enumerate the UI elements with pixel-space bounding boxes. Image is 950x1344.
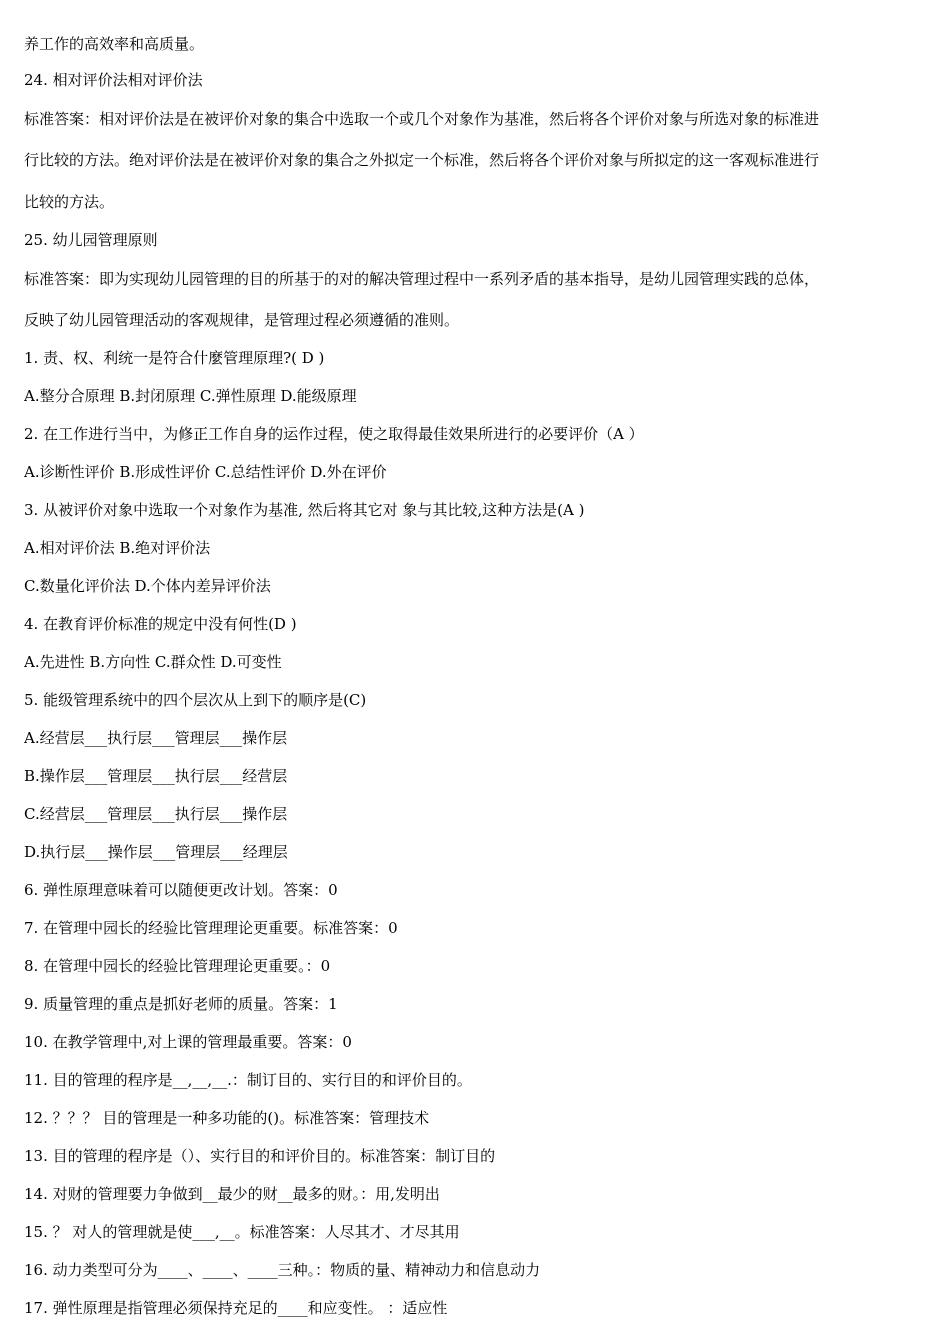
fill-blank-16: 16. 动力类型可分为____、____、____三种。：物质的量、精神动力和信息动力 [24,1261,541,1279]
fill-blank-12: 12. ？？？ 目的管理是一种多功能的()。标准答案：管理技术 [24,1109,430,1127]
fill-blank-15: 15. ？ 对人的管理就是使___,__。标准答案：人尽其才、才尽其用 [24,1223,460,1241]
choice-options-4: A.先进性 B.方向性 C.群众性 D.可变性 [24,653,282,671]
choice-option-5d: D.执行层___操作层___管理层___经理层 [24,843,288,861]
choice-question-2: 2. 在工作进行当中，为修正工作自身的运作过程，使之取得最佳效果所进行的必要评价（A ） [24,425,644,443]
choice-question-5: 5. 能级管理系统中的四个层次从上到下的顺序是(C) [24,691,367,709]
answer-24-line-2: 行比较的方法。绝对评价法是在被评价对象的集合之外拟定一个标准，然后将各个评价对象与所拟定的这一客观标准进行 [24,151,820,169]
fill-blank-11: 11. 目的管理的程序是__,__,__.：制订目的、实行目的和评价目的。 [24,1071,472,1089]
fill-blank-17: 17. 弹性原理是指管理必须保持充足的____和应变性。 ：适应性 [24,1299,448,1317]
choice-option-5b: B.操作层___管理层___执行层___经营层 [24,767,288,785]
answer-24-line-3: 比较的方法。 [24,193,115,211]
choice-options-1: A.整分合原理 B.封闭原理 C.弹性原理 D.能级原理 [24,387,357,405]
choice-question-3: 3. 从被评价对象中选取一个对象作为基准, 然后将其它对 象与其比较,这种方法是(A ) [24,501,585,519]
choice-question-1: 1. 责、权、利统一是符合什麼管理原理?( D ) [24,349,325,367]
fill-blank-14: 14. 对财的管理要力争做到__最少的财__最多的财。：用,发明出 [24,1185,440,1203]
judgement-8: 8. 在管理中园长的经验比管理理论更重要。：0 [24,957,331,975]
choice-question-4: 4. 在教育评价标准的规定中没有何性(D ) [24,615,297,633]
judgement-6: 6. 弹性原理意味着可以随便更改计划。答案：0 [24,881,338,899]
answer-24-line-1: 标准答案：相对评价法是在被评价对象的集合中选取一个或几个对象作为基准，然后将各个评价对象与所选对象的标准进 [24,110,820,128]
judgement-7: 7. 在管理中园长的经验比管理理论更重要。标准答案：0 [24,919,398,937]
choice-option-5a: A.经营层___执行层___管理层___操作层 [24,729,288,747]
choice-options-2: A.诊断性评价 B.形成性评价 C.总结性评价 D.外在评价 [24,463,387,481]
answer-25-line-2: 反映了幼儿园管理活动的客观规律，是管理过程必须遵循的准则。 [24,311,460,329]
question-25-title: 25. 幼儿园管理原则 [24,231,158,249]
judgement-10: 10. 在教学管理中,对上课的管理最重要。答案：0 [24,1033,352,1051]
question-24-title: 24. 相对评价法相对评价法 [24,71,203,89]
fill-blank-13: 13. 目的管理的程序是（）、实行目的和评价目的。标准答案：制订目的 [24,1147,496,1165]
answer-25-line-1: 标准答案：即为实现幼儿园管理的目的所基于的对的解决管理过程中一系列矛盾的基本指导，是幼儿园管理实践的总体， [24,270,820,288]
choice-options-3a: A.相对评价法 B.绝对评价法 [24,539,211,557]
choice-options-3b: C.数量化评价法 D.个体内差异评价法 [24,577,271,595]
choice-option-5c: C.经营层___管理层___执行层___操作层 [24,805,288,823]
judgement-9: 9. 质量管理的重点是抓好老师的质量。答案：1 [24,995,338,1013]
text-line: 养工作的高效率和高质量。 [24,35,205,53]
